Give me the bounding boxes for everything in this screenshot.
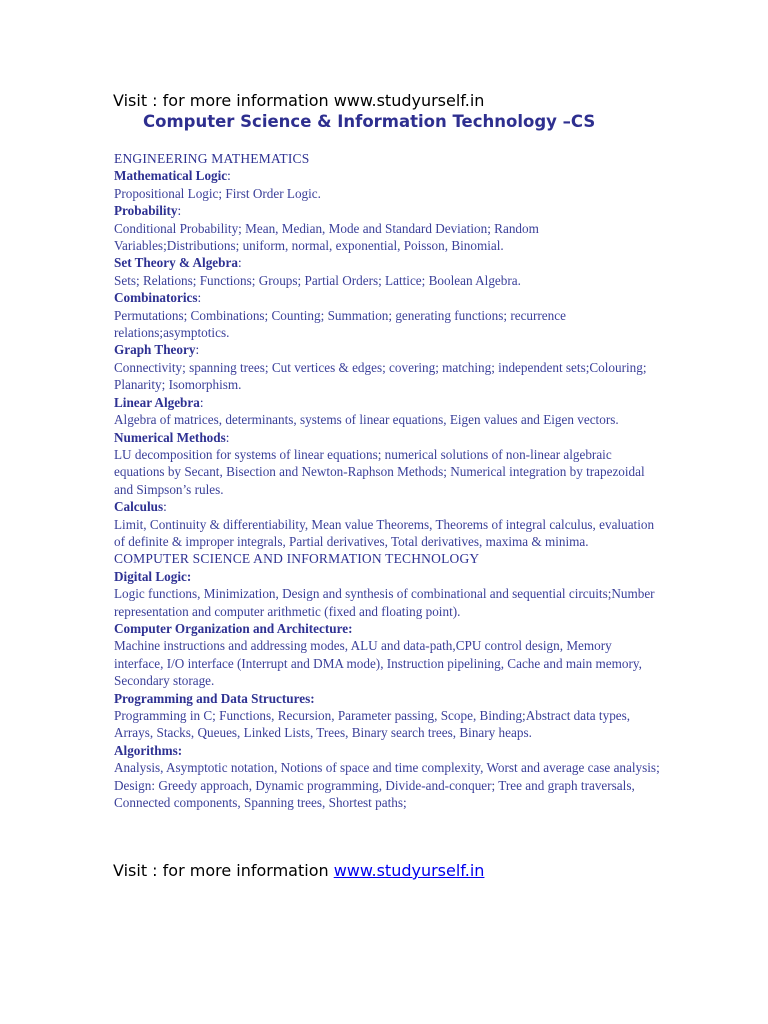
topic-digital-logic <box>114 568 662 620</box>
topic-body: Permutations; Combinations; Counting; Summation; generating functions; recurrence relations;asymptotics. <box>114 307 566 341</box>
topic-body: Algebra of matrices, determinants, systems of linear equations, Eigen values and Eigen vectors. <box>114 412 619 428</box>
topic-mathematical-logic <box>114 167 662 202</box>
topic-graph-theory <box>114 341 662 393</box>
topic-combinatorics <box>114 289 662 341</box>
topic-heading-suffix: : <box>163 499 167 515</box>
topic-body: Logic functions, Minimization, Design and synthesis of combinational and sequential circuits;Number representation and computer arithmetic (fixed and floating point). <box>114 586 655 619</box>
topic-body: Analysis, Asymptotic notation, Notions of space and time complexity, Worst and average case analysis; Design: Greedy approach, Dynamic programming, Divide-and-conquer; Tree and graph traversals, Connected components, Spanning trees, Shortest paths; <box>114 760 660 811</box>
topic-heading: Linear Algebra <box>114 394 200 410</box>
topic-linear-algebra <box>114 394 662 429</box>
topic-heading-suffix: : <box>177 203 182 219</box>
visit-footer-line <box>113 861 484 881</box>
topic-heading: Set Theory & Algebra <box>114 255 238 271</box>
topic-set-theory-algebra <box>114 254 662 289</box>
topic-body: Sets; Relations; Functions; Groups; Partial Orders; Lattice; Boolean Algebra. <box>114 272 521 288</box>
topic-heading: Probability <box>114 203 178 219</box>
topic-heading-suffix: : <box>225 429 230 445</box>
visit-footer-text: Visit : for more information <box>113 861 334 880</box>
topic-heading-suffix: : <box>195 342 200 358</box>
topic-programming-data-structures <box>114 690 662 742</box>
topic-heading: Mathematical Logic <box>114 168 228 184</box>
topic-heading: Calculus <box>114 499 164 515</box>
visit-header-text: Visit : for more information <box>113 91 334 110</box>
topic-calculus <box>114 498 662 550</box>
topic-algorithms <box>114 742 662 812</box>
topic-heading: Programming and Data Structures: <box>114 690 315 706</box>
topic-body: Conditional Probability; Mean, Median, Mode and Standard Deviation; Random Variables;Distributions; uniform, normal, exponential, Poisson, Binomial. <box>114 220 539 254</box>
topic-heading-suffix: : <box>197 290 202 306</box>
topic-heading-suffix: : <box>199 394 204 410</box>
topic-heading: Numerical Methods <box>114 429 226 445</box>
topic-heading: Computer Organization and Architecture: <box>114 620 353 636</box>
topic-heading: Digital Logic: <box>114 568 192 584</box>
visit-header-line <box>113 91 484 111</box>
topic-computer-organization <box>114 620 662 690</box>
section-title-cs-it: COMPUTER SCIENCE AND INFORMATION TECHNOLOGY <box>114 551 480 567</box>
visit-header-url: www.studyurself.in <box>333 91 485 110</box>
topic-heading: Combinatorics <box>114 290 198 306</box>
topic-body: Machine instructions and addressing modes, ALU and data-path,CPU control design, Memory interface, I/O interface (Interrupt and DMA mode), Instruction pipelining, Cache and main memory, Secondary storage. <box>114 638 642 689</box>
topic-body: Connectivity; spanning trees; Cut vertices & edges; covering; matching; independent sets;Colouring; Planarity; Isomorphism. <box>114 359 647 393</box>
topic-numerical-methods <box>114 429 662 499</box>
topic-body: Programming in C; Functions, Recursion, Parameter passing, Scope, Binding;Abstract data types, Arrays, Stacks, Queues, Linked Lists, Trees, Binary search trees, Binary heaps. <box>114 708 631 741</box>
topic-body: Propositional Logic; First Order Logic. <box>114 185 321 201</box>
topic-body: Limit, Continuity & differentiability, Mean value Theorems, Theorems of integral calculus, evaluation of definite & improper integrals, Partial derivatives, Total derivatives, maxima & minima. <box>114 516 655 549</box>
topic-heading: Algorithms: <box>114 742 183 758</box>
section-title-engineering-mathematics: ENGINEERING MATHEMATICS <box>114 151 310 166</box>
topic-heading-suffix: : <box>227 168 231 184</box>
topic-heading-suffix: : <box>237 255 242 271</box>
topic-probability <box>114 202 662 254</box>
syllabus-content <box>114 150 662 811</box>
topic-heading: Graph Theory <box>114 342 196 358</box>
studyurself-link[interactable]: www.studyurself.in <box>333 861 485 880</box>
topic-body: LU decomposition for systems of linear equations; numerical solutions of non-linear algebraic equations by Secant, Bisection and Newton-Raphson Methods; Numerical integration by trapezoidal and Simpson’s rules. <box>114 446 645 497</box>
document-title: Computer Science & Information Technology –CS <box>143 112 596 131</box>
